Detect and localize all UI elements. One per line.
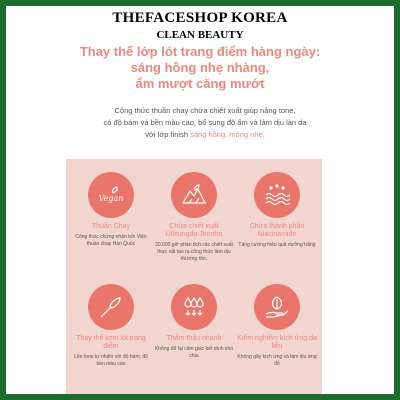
feature-desc: 20.000 giờ phân tích các chiết xuất thực vật tạo ra công thức làm dịu thương tổn. [155, 242, 233, 262]
feature-desc: Không gây kích ứng và làm dịu ứng đỏ [237, 354, 317, 367]
feature-title: Thấm thấu nhanh [166, 335, 222, 342]
description-line: Công thức thuần chay chứa chiết xuất giúp nâng tone, [114, 106, 296, 115]
feature-desc: Không để lại cảm giác bết dính khó chịu [154, 346, 234, 359]
headline [6, 44, 394, 92]
feature-extract [153, 172, 235, 263]
vegan-icon-text: Vegan [98, 194, 124, 203]
feature-absorb [153, 284, 235, 360]
description-line [56, 129, 354, 141]
vegan-icon [88, 172, 134, 218]
droplets-icon [171, 284, 217, 330]
feature-title: Chứa thành phần Niacinamide [249, 223, 305, 238]
feature-title: Chứa chiết xuất Ulleungdo Jeonho [165, 223, 223, 238]
feature-desc: Lên tone tự nhiên với độ bám, độ bền màu cao [74, 354, 148, 367]
headline-line: sáng hồng nhẹ nhàng, [130, 60, 270, 75]
description-highlight: sáng hồng, mỏng nhẹ. [190, 130, 265, 139]
product-image [6, 6, 394, 394]
description-line: có độ bám và bền màu cao, bổ sung độ ẩm và làm dịu làn da [103, 118, 307, 127]
feature-title: Thay thế kem lót trang điểm [76, 335, 146, 350]
feature-desc: Tăng cường hiệu quả dưỡng trắng [238, 242, 316, 248]
feature-title: Thuần Chay [91, 223, 131, 230]
features-panel [66, 159, 322, 394]
brand-tagline: CLEAN BEAUTY [156, 29, 244, 41]
feature-title: Kiểm nghiệm kích ứng da liễu [237, 335, 317, 350]
feature-desc: Công thức chứng nhận bởi Viện thuần chay Hàn Quốc [75, 234, 147, 247]
feature-niacinamide [236, 172, 318, 249]
brand-name: THEFACESHOP KOREA [112, 10, 288, 26]
feature-derm-tested [236, 284, 318, 368]
headline-line: Thay thế lớp lót trang điểm hàng ngày: [79, 44, 321, 59]
feature-primer [70, 284, 152, 368]
hand-leaf-icon [254, 284, 300, 330]
brand-header [6, 10, 394, 42]
description [56, 105, 354, 141]
feature-vegan [70, 172, 152, 248]
makeup-brush-icon [88, 284, 134, 330]
water-wave-icon [254, 172, 300, 218]
headline-line: ẩm mượt căng mướt [135, 76, 265, 91]
mountain-leaf-icon [171, 172, 217, 218]
description-prefix: với lớp finish [145, 130, 191, 139]
